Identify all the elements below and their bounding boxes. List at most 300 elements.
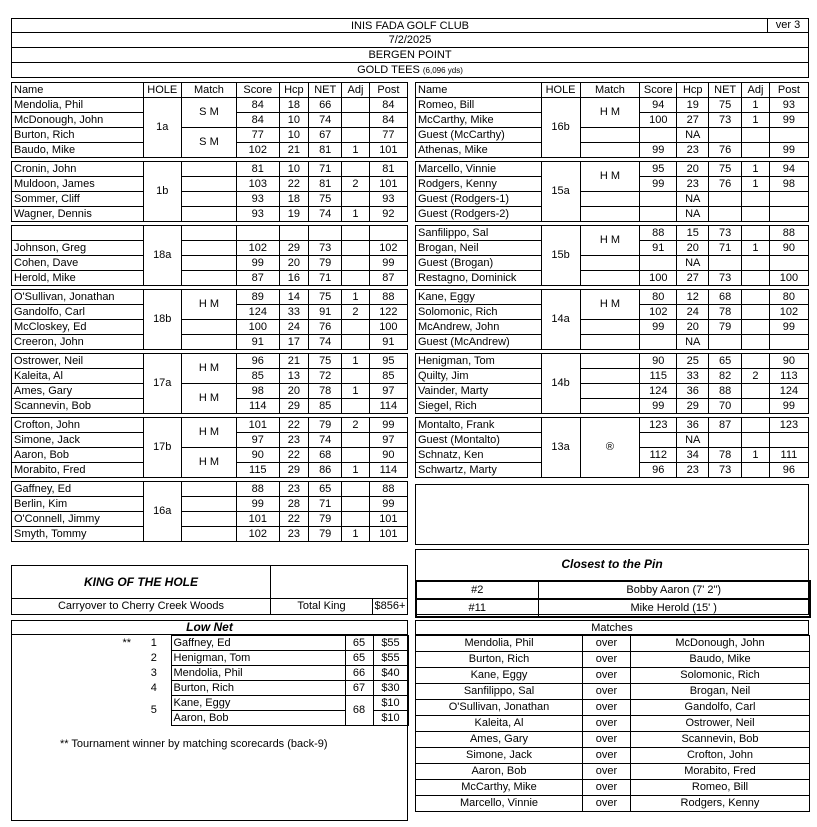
player-name: O'Connell, Jimmy (12, 512, 144, 527)
net-cell (709, 207, 742, 222)
player-name: Guest (McCarthy) (416, 128, 542, 143)
winner-mark (11, 696, 137, 711)
closest-pin-title: Closest to the Pin (561, 557, 663, 571)
hcp-cell: 13 (279, 369, 309, 384)
column-header: HOLE (541, 83, 580, 98)
net-cell: 73 (709, 113, 742, 128)
prize-cell: $55 (373, 651, 408, 666)
score-cell: 124 (640, 384, 677, 399)
net-cell (709, 128, 742, 143)
score-cell: 102 (237, 527, 279, 542)
match-cell (580, 335, 640, 350)
column-header: Adj (742, 83, 770, 98)
match-row (416, 684, 810, 700)
match-winner: Burton, Rich (416, 652, 583, 668)
place-cell: 1 (150, 636, 157, 649)
player-row (416, 256, 809, 271)
match-cell (580, 271, 640, 286)
player-row (12, 512, 408, 527)
player-row (12, 192, 408, 207)
score-cell (640, 433, 677, 448)
hcp-cell: NA (677, 192, 709, 207)
tees-yardage: (6,096 yds) (422, 66, 463, 75)
net-cell: 81 (309, 143, 342, 158)
hole-cell: 1b (143, 162, 181, 222)
match-cell: H M (181, 418, 236, 448)
column-header: Post (769, 83, 808, 98)
adj-cell: 1 (342, 354, 370, 369)
score-cell: 96 (640, 463, 677, 478)
pin-hole: #11 (416, 599, 538, 617)
hcp-cell: 16 (279, 271, 309, 286)
adj-cell (342, 192, 370, 207)
tees-label: GOLD TEES (357, 64, 420, 76)
score-cell: 114 (237, 399, 279, 414)
post-cell: 101 (369, 143, 407, 158)
hcp-cell: 29 (279, 241, 309, 256)
post-cell: 85 (369, 369, 407, 384)
adj-cell (742, 335, 770, 350)
match-cell (181, 162, 236, 177)
hcp-cell: 19 (677, 98, 709, 113)
score-cell: 99 (237, 497, 279, 512)
player-name: Siegel, Rich (416, 399, 542, 414)
adj-cell: 1 (742, 162, 770, 177)
place-cell: 2 (150, 651, 157, 664)
score-cell: 115 (640, 369, 677, 384)
player-name: Rodgers, Kenny (416, 177, 542, 192)
player-row (416, 128, 809, 143)
match-winner: Kaleita, Al (416, 716, 583, 732)
match-loser: Gandolfo, Carl (631, 700, 810, 716)
net-cell: 68 (709, 290, 742, 305)
adj-cell (342, 448, 370, 463)
adj-cell (742, 354, 770, 369)
score-cell: 84 (237, 98, 279, 113)
player-name: Baudo, Mike (12, 143, 144, 158)
hcp-cell: NA (677, 335, 709, 350)
match-over: over (583, 748, 631, 764)
post-cell: 77 (369, 128, 407, 143)
hole-cell: 13a (541, 418, 580, 478)
match-winner: Ames, Gary (416, 732, 583, 748)
player-row (12, 527, 408, 542)
post-cell: 93 (369, 192, 407, 207)
player-name: Montalto, Frank (416, 418, 542, 433)
column-header: Score (640, 83, 677, 98)
score-cell: 102 (237, 143, 279, 158)
match-cell: H M (580, 98, 640, 128)
score-cell: 112 (640, 448, 677, 463)
score-cell: 87 (237, 271, 279, 286)
player-row (416, 418, 809, 433)
score-cell (640, 192, 677, 207)
player-name: Guest (Brogan) (416, 256, 542, 271)
score-cell: 90 (640, 354, 677, 369)
match-row (416, 668, 810, 684)
adj-cell (342, 98, 370, 113)
column-header: NET (709, 83, 742, 98)
player-row (416, 290, 809, 305)
match-cell (580, 369, 640, 384)
post-cell (769, 256, 808, 271)
net-cell: 82 (709, 369, 742, 384)
net-cell: 73 (309, 241, 342, 256)
post-cell: 90 (369, 448, 407, 463)
winner-mark: ** (122, 636, 131, 649)
player-name: McCloskey, Ed (12, 320, 144, 335)
adj-cell (742, 433, 770, 448)
score-cell (640, 335, 677, 350)
king-of-hole-panel (11, 565, 408, 615)
adj-cell (742, 305, 770, 320)
player-name: McCarthy, Mike (416, 113, 542, 128)
post-cell: 124 (769, 384, 808, 399)
match-loser: Scannevin, Bob (631, 732, 810, 748)
net-cell: 68 (345, 696, 373, 726)
player-row (416, 226, 809, 241)
match-cell (580, 143, 640, 158)
net-cell: 71 (309, 162, 342, 177)
hole-cell: 15b (541, 226, 580, 286)
player-name: Restagno, Dominick (416, 271, 542, 286)
score-cell: 102 (237, 241, 279, 256)
post-cell: 114 (369, 399, 407, 414)
match-winner: O'Sullivan, Jonathan (416, 700, 583, 716)
net-cell: 79 (709, 320, 742, 335)
player-row (416, 369, 809, 384)
adj-cell: 2 (342, 418, 370, 433)
post-cell: 93 (769, 98, 808, 113)
winner-mark (11, 651, 137, 666)
net-cell: 79 (309, 512, 342, 527)
player-row (12, 162, 408, 177)
score-cell: 103 (237, 177, 279, 192)
adj-cell: 1 (342, 290, 370, 305)
post-cell: 99 (369, 497, 407, 512)
score-cell: 80 (640, 290, 677, 305)
hole-cell: 1a (143, 98, 181, 158)
hole-cell: 18a (143, 226, 181, 286)
adj-cell (342, 226, 370, 241)
player-row (416, 354, 809, 369)
winner-mark (11, 711, 137, 726)
score-cell (640, 128, 677, 143)
match-cell (181, 226, 236, 241)
match-cell: H M (580, 162, 640, 192)
match-loser: Ostrower, Neil (631, 716, 810, 732)
match-over: over (583, 764, 631, 780)
match-cell (181, 192, 236, 207)
post-cell: 90 (769, 354, 808, 369)
player-row (416, 207, 809, 222)
score-cell: 85 (237, 369, 279, 384)
hcp-cell: 23 (279, 482, 309, 497)
score-cell: 91 (640, 241, 677, 256)
player-name: Muldoon, James (12, 177, 144, 192)
match-loser: McDonough, John (631, 636, 810, 652)
net-cell: 72 (309, 369, 342, 384)
match-over: over (583, 684, 631, 700)
match-cell: H M (181, 384, 236, 414)
post-cell: 90 (769, 241, 808, 256)
match-over: over (583, 716, 631, 732)
adj-cell (742, 384, 770, 399)
column-header: Score (237, 83, 279, 98)
adj-cell: 1 (342, 463, 370, 478)
hcp-cell: 19 (279, 207, 309, 222)
player-name: Guest (McAndrew) (416, 335, 542, 350)
player-row (12, 384, 408, 399)
post-cell: 99 (769, 143, 808, 158)
score-cell (237, 226, 279, 241)
prize-cell: $30 (373, 681, 408, 696)
hcp-cell: NA (677, 433, 709, 448)
adj-cell: 1 (742, 241, 770, 256)
player-name: Solomonic, Rich (416, 305, 542, 320)
net-cell: 75 (309, 290, 342, 305)
hcp-cell: 21 (279, 354, 309, 369)
match-winner: McCarthy, Mike (416, 780, 583, 796)
hcp-cell: 29 (279, 463, 309, 478)
match-cell (181, 512, 236, 527)
player-name: Guest (Rodgers-1) (416, 192, 542, 207)
net-cell: 79 (309, 256, 342, 271)
player-name: Henigman, Tom (171, 651, 345, 666)
adj-cell: 2 (342, 177, 370, 192)
score-cell: 94 (640, 98, 677, 113)
hole-cell: 16a (143, 482, 181, 542)
post-cell: 92 (369, 207, 407, 222)
match-row (416, 636, 810, 652)
hcp-cell: 23 (677, 143, 709, 158)
post-cell: 99 (769, 399, 808, 414)
net-cell: 75 (709, 162, 742, 177)
net-cell: 65 (345, 651, 373, 666)
post-cell: 96 (769, 463, 808, 478)
score-cell: 100 (640, 271, 677, 286)
post-cell (769, 335, 808, 350)
post-cell: 111 (769, 448, 808, 463)
player-name: Wagner, Dennis (12, 207, 144, 222)
player-name: Crofton, John (12, 418, 144, 433)
net-cell: 66 (309, 98, 342, 113)
column-header: NET (309, 83, 342, 98)
adj-cell (742, 418, 770, 433)
player-row (416, 98, 809, 113)
player-name: Herold, Mike (12, 271, 144, 286)
score-cell: 99 (640, 143, 677, 158)
place-cell: 3 (150, 666, 157, 679)
player-row (12, 241, 408, 256)
match-cell (580, 320, 640, 335)
net-cell: 87 (709, 418, 742, 433)
match-cell: S M (181, 98, 236, 128)
match-over: over (583, 700, 631, 716)
score-cell: 102 (640, 305, 677, 320)
post-cell: 84 (369, 113, 407, 128)
winner-mark (11, 681, 137, 696)
player-name: Scannevin, Bob (12, 399, 144, 414)
player-row (416, 143, 809, 158)
net-cell: 65 (709, 354, 742, 369)
player-name: Gaffney, Ed (171, 636, 345, 651)
match-row (416, 732, 810, 748)
low-net-table (11, 635, 409, 726)
match-cell (181, 527, 236, 542)
match-cell (580, 354, 640, 369)
player-name: Mendolia, Phil (171, 666, 345, 681)
post-cell: 123 (769, 418, 808, 433)
match-over: over (583, 652, 631, 668)
low-net-row (11, 636, 408, 651)
hcp-cell: 20 (279, 256, 309, 271)
player-name: Mendolia, Phil (12, 98, 144, 113)
net-cell: 88 (709, 384, 742, 399)
match-winner: Sanfilippo, Sal (416, 684, 583, 700)
match-loser: Morabito, Fred (631, 764, 810, 780)
hcp-cell: 18 (279, 192, 309, 207)
hcp-cell: NA (677, 207, 709, 222)
net-cell: 71 (309, 497, 342, 512)
player-name: Guest (Montalto) (416, 433, 542, 448)
adj-cell (742, 128, 770, 143)
pin-winner: Bobby Aaron (7' 2") (538, 581, 810, 599)
net-cell: 67 (309, 128, 342, 143)
column-header: Match (181, 83, 236, 98)
hole-cell: 14b (541, 354, 580, 414)
net-cell: 74 (309, 113, 342, 128)
match-row (416, 780, 810, 796)
hcp-cell: 24 (279, 320, 309, 335)
player-name (12, 226, 144, 241)
player-name: Quilty, Jim (416, 369, 542, 384)
match-winner: Aaron, Bob (416, 764, 583, 780)
right-scores-table (415, 82, 809, 478)
hcp-cell: 22 (279, 177, 309, 192)
post-cell: 99 (769, 320, 808, 335)
adj-cell (742, 463, 770, 478)
score-cell (640, 256, 677, 271)
score-cell: 99 (640, 320, 677, 335)
post-cell: 87 (369, 271, 407, 286)
net-cell (709, 192, 742, 207)
match-cell (580, 192, 640, 207)
net-cell: 65 (309, 482, 342, 497)
hcp-cell: 14 (279, 290, 309, 305)
post-cell (769, 433, 808, 448)
adj-cell: 1 (742, 98, 770, 113)
match-cell: H M (181, 290, 236, 320)
match-cell (181, 207, 236, 222)
match-cell: H M (181, 354, 236, 384)
adj-cell: 1 (342, 143, 370, 158)
prize-cell: $10 (373, 696, 408, 711)
post-cell: 97 (369, 433, 407, 448)
post-cell: 101 (369, 512, 407, 527)
adj-cell: 1 (342, 384, 370, 399)
post-cell: 102 (369, 241, 407, 256)
player-name: Gandolfo, Carl (12, 305, 144, 320)
match-row (416, 700, 810, 716)
score-cell: 100 (237, 320, 279, 335)
hcp-cell: NA (677, 128, 709, 143)
hcp-cell: 21 (279, 143, 309, 158)
player-name: Athenas, Mike (416, 143, 542, 158)
match-cell (181, 335, 236, 350)
player-name: Guest (Rodgers-2) (416, 207, 542, 222)
score-cell: 99 (237, 256, 279, 271)
net-cell: 76 (309, 320, 342, 335)
post-cell: 94 (769, 162, 808, 177)
column-header: Name (12, 83, 144, 98)
post-cell: 98 (769, 177, 808, 192)
hcp-cell: 20 (279, 384, 309, 399)
net-cell: 74 (309, 207, 342, 222)
post-cell: 99 (369, 256, 407, 271)
hcp-cell: 33 (677, 369, 709, 384)
adj-cell (742, 192, 770, 207)
winner-mark (11, 666, 137, 681)
player-row (416, 320, 809, 335)
low-net-row (11, 666, 408, 681)
player-name: Romeo, Bill (416, 98, 542, 113)
post-cell: 99 (769, 113, 808, 128)
player-name: O'Sullivan, Jonathan (12, 290, 144, 305)
hcp-cell: 33 (279, 305, 309, 320)
player-row (12, 98, 408, 113)
king-blank (271, 566, 407, 599)
matches-table (415, 635, 810, 812)
post-cell (769, 207, 808, 222)
score-cell (640, 207, 677, 222)
player-row (416, 192, 809, 207)
net-cell: 71 (709, 241, 742, 256)
hcp-cell: 36 (677, 418, 709, 433)
column-header: Match (580, 83, 640, 98)
closest-pin-table (415, 580, 811, 618)
player-name: Burton, Rich (171, 681, 345, 696)
player-name: Kaleita, Al (12, 369, 144, 384)
match-over: over (583, 780, 631, 796)
player-name: Henigman, Tom (416, 354, 542, 369)
match-cell: H M (580, 226, 640, 256)
hole-cell: 14a (541, 290, 580, 350)
adj-cell (742, 290, 770, 305)
hcp-cell: 34 (677, 448, 709, 463)
score-cell: 99 (640, 399, 677, 414)
hcp-cell: 22 (279, 448, 309, 463)
column-header-row (416, 83, 809, 98)
post-cell: 101 (369, 527, 407, 542)
score-cell: 98 (237, 384, 279, 399)
hcp-cell: 22 (279, 418, 309, 433)
match-winner: Mendolia, Phil (416, 636, 583, 652)
match-loser: Solomonic, Rich (631, 668, 810, 684)
club-title-row (11, 18, 809, 33)
king-carryover: Carryover to Cherry Creek Woods (12, 599, 271, 614)
adj-cell (342, 271, 370, 286)
player-row (12, 226, 408, 241)
player-name: Smyth, Tommy (12, 527, 144, 542)
adj-cell (742, 143, 770, 158)
post-cell: 91 (369, 335, 407, 350)
post-cell: 100 (369, 320, 407, 335)
match-cell (580, 207, 640, 222)
post-cell (769, 128, 808, 143)
match-loser: Crofton, John (631, 748, 810, 764)
place-cell: 4 (150, 681, 157, 694)
